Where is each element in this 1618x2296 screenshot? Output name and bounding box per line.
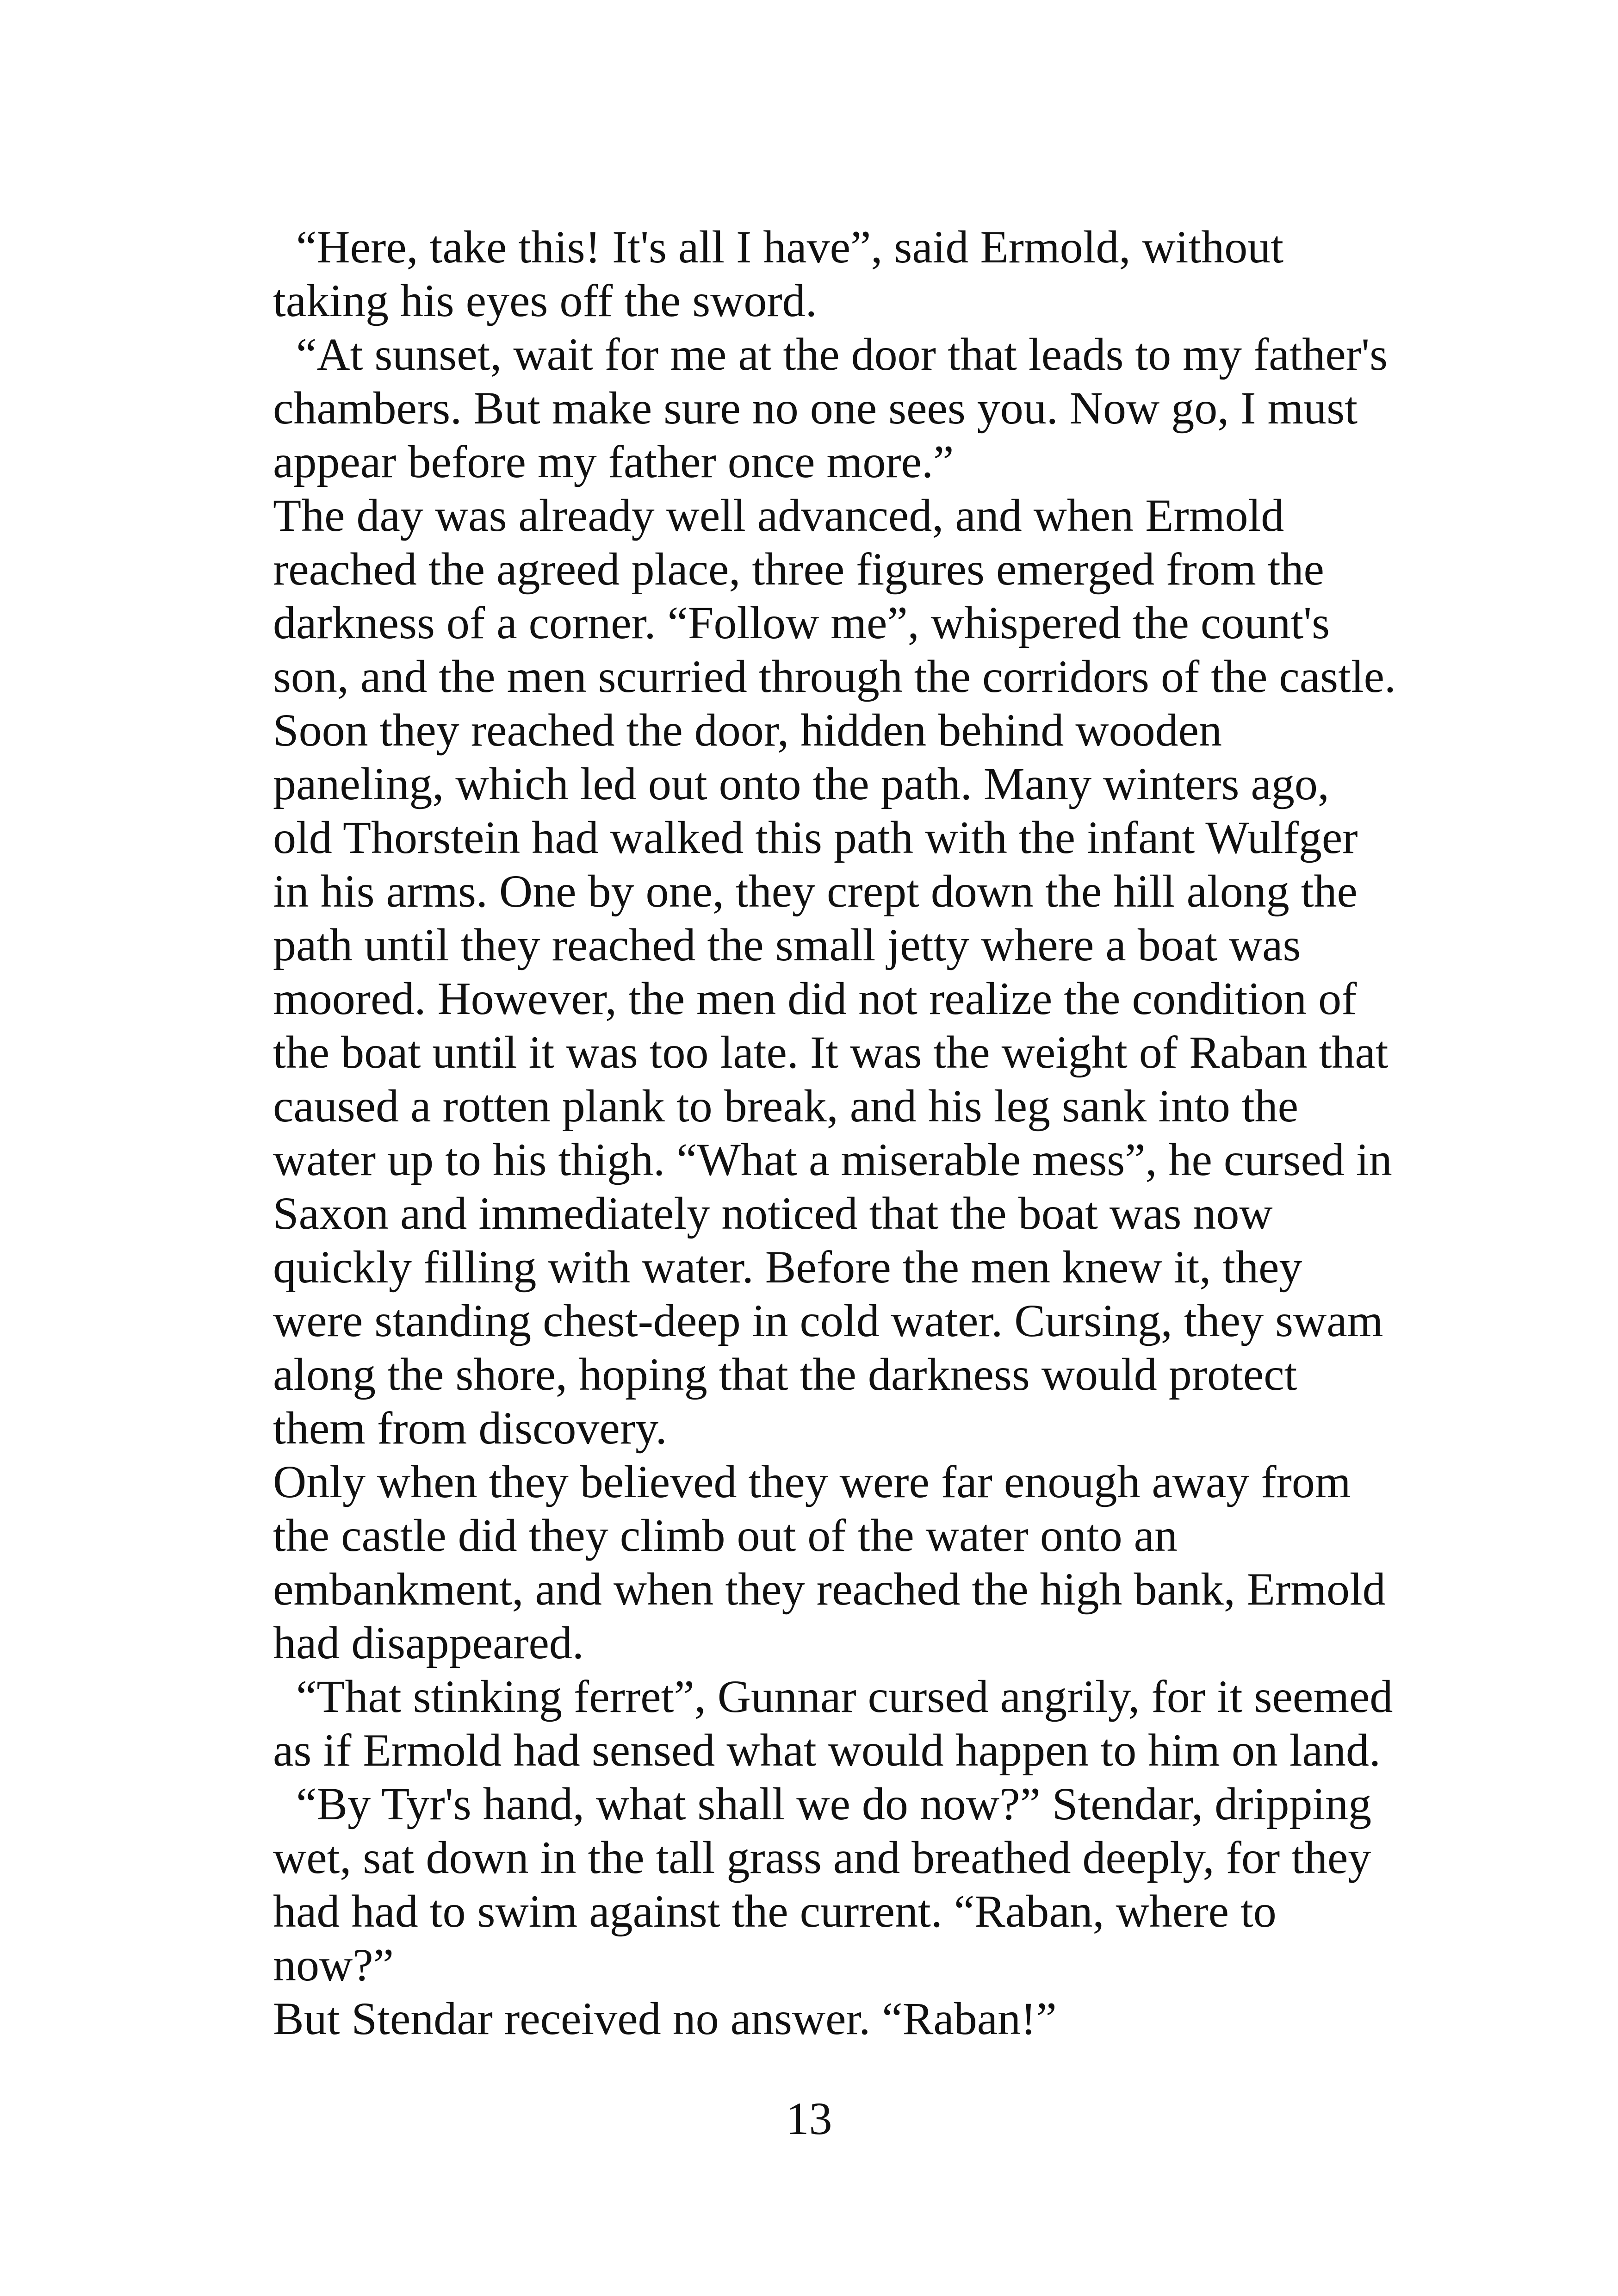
- text-line: “By Tyr's hand, what shall we do now?” Stendar, dripping: [273, 1778, 1372, 1829]
- text-line: son, and the men scurried through the corridors of the castle.: [273, 651, 1396, 702]
- text-line: But Stendar received no answer. “Raban!”: [273, 1993, 1057, 2044]
- text-line: moored. However, the men did not realize the condition of: [273, 973, 1357, 1024]
- text-line: water up to his thigh. “What a miserable mess”, he cursed in: [273, 1134, 1392, 1185]
- body-text: [273, 220, 1430, 2046]
- text-line: now?”: [273, 1939, 394, 1991]
- text-line: Saxon and immediately noticed that the boat was now: [273, 1188, 1273, 1239]
- text-line: paneling, which led out onto the path. Many winters ago,: [273, 758, 1329, 809]
- text-line: old Thorstein had walked this path with the infant Wulfger: [273, 812, 1358, 863]
- text-line: had had to swim against the current. “Raban, where to: [273, 1885, 1277, 1937]
- text-line: “That stinking ferret”, Gunnar cursed angrily, for it seemed: [273, 1671, 1393, 1722]
- text-line: “Here, take this! It's all I have”, said Ermold, without: [273, 221, 1284, 273]
- text-line: them from discovery.: [273, 1402, 667, 1454]
- text-line: caused a rotten plank to break, and his leg sank into the: [273, 1080, 1299, 1132]
- text-line: darkness of a corner. “Follow me”, whispered the count's: [273, 597, 1330, 648]
- text-line: along the shore, hoping that the darkness would protect: [273, 1349, 1297, 1400]
- text-line: reached the agreed place, three figures emerged from the: [273, 543, 1324, 595]
- text-line: were standing chest-deep in cold water. Cursing, they swam: [273, 1295, 1383, 1346]
- text-line: The day was already well advanced, and when Ermold: [273, 490, 1284, 541]
- text-line: Soon they reached the door, hidden behind wooden: [273, 704, 1222, 756]
- text-line: quickly filling with water. Before the men knew it, they: [273, 1241, 1302, 1293]
- text-line: as if Ermold had sensed what would happen to him on land.: [273, 1724, 1381, 1776]
- text-line: wet, sat down in the tall grass and breathed deeply, for they: [273, 1832, 1371, 1883]
- text-line: had disappeared.: [273, 1617, 584, 1668]
- text-line: taking his eyes off the sword.: [273, 275, 817, 326]
- text-line: the castle did they climb out of the water onto an: [273, 1510, 1178, 1561]
- text-line: chambers. But make sure no one sees you. Now go, I must: [273, 382, 1358, 434]
- text-line: embankment, and when they reached the high bank, Ermold: [273, 1563, 1386, 1615]
- page-number: 13: [786, 2093, 832, 2144]
- text-line: appear before my father once more.”: [273, 436, 954, 487]
- text-line: “At sunset, wait for me at the door that leads to my father's: [273, 329, 1388, 380]
- text-line: in his arms. One by one, they crept down the hill along the: [273, 865, 1358, 917]
- text-line: path until they reached the small jetty where a boat was: [273, 919, 1301, 971]
- text-line: Only when they believed they were far enough away from: [273, 1456, 1351, 1507]
- text-line: the boat until it was too late. It was the weight of Raban that: [273, 1027, 1389, 1078]
